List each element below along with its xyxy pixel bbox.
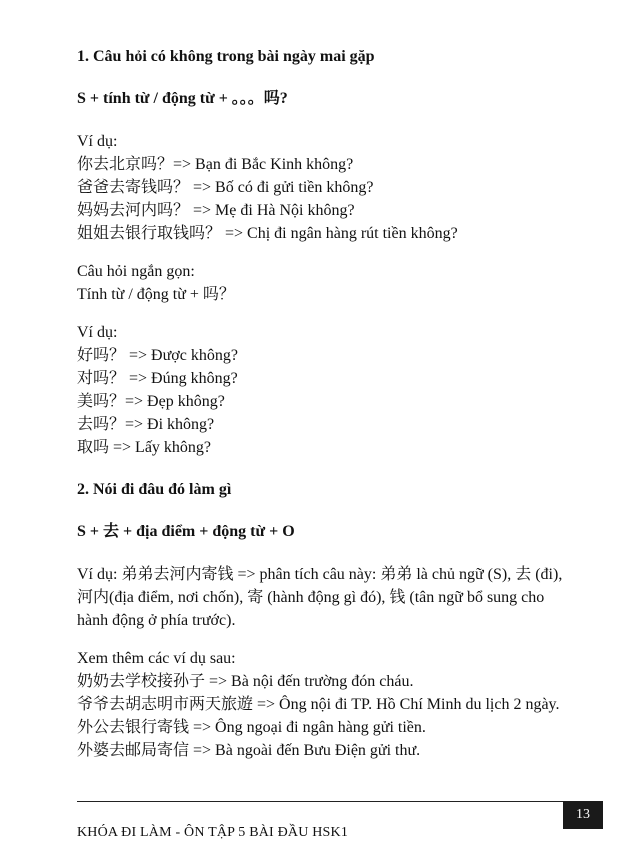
- short-example-line: 好吗？ => Được không?: [77, 347, 238, 364]
- short-example-line: 美吗？=> Đẹp không?: [77, 393, 225, 410]
- example-line: 姐姐去银行取钱吗？ => Chị đi ngân hàng rút tiền không?: [77, 225, 458, 242]
- footer-course-title: KHÓA ĐI LÀM - ÔN TẬP 5 BÀI ĐẦU HSK1: [77, 825, 349, 840]
- example-label: Ví dụ:: [77, 324, 118, 341]
- example-line: 你去北京吗？=> Bạn đi Bắc Kinh không?: [77, 156, 354, 173]
- section-2-heading: 2. Nói đi đâu đó làm gì: [77, 481, 232, 498]
- example-label: Ví dụ:: [77, 133, 118, 150]
- short-question-label: Câu hỏi ngắn gọn:: [77, 263, 195, 280]
- short-example-line: 去吗？=> Đi không?: [77, 416, 215, 433]
- short-example-line: 对吗？ => Đúng không?: [77, 370, 238, 387]
- example-line: 妈妈去河内吗？ => Mẹ đi Hà Nội không?: [77, 202, 355, 219]
- more-example-line: 奶奶去学校接孙子 => Bà nội đến trường đón cháu.: [77, 673, 414, 690]
- more-example-line: 外婆去邮局寄信 => Bà ngoài đến Bưu Điện gửi thư.: [77, 742, 421, 759]
- short-example-line: 取吗 => Lấy không?: [77, 439, 212, 456]
- section-1-heading: 1. Câu hỏi có không trong bài ngày mai gặp: [77, 48, 375, 65]
- example-line: 爸爸去寄钱吗？ => Bố có đi gửi tiền không?: [77, 179, 374, 196]
- section-1-formula: S + tính từ / động từ + 。。。吗?: [77, 90, 288, 107]
- more-examples-label: Xem thêm các ví dụ sau:: [77, 650, 236, 667]
- more-example-line: 外公去银行寄钱 => Ông ngoại đi ngân hàng gửi tiền.: [77, 719, 426, 736]
- page-content: [77, 46, 577, 762]
- more-example-line: 爷爷去胡志明市两天旅遊 => Ông nội đi TP. Hồ Chí Minh du lịch 2 ngày.: [77, 696, 560, 713]
- footer-divider: [77, 801, 563, 802]
- section-2-formula: S + 去 + địa điểm + động từ + O: [77, 523, 295, 540]
- page-number: 13: [563, 801, 603, 829]
- analysis-paragraph: Ví dụ: 弟弟去河内寄钱 => phân tích câu này: 弟弟 là chủ ngữ (S), 去 (đi), 河内(địa điểm, nơi chốn), 寄 (hành động gì đó), 钱 (tân ngữ bổ sung cho hành động ở phía trước).: [77, 566, 563, 629]
- short-question-formula: Tính từ / động từ + 吗？: [77, 286, 235, 303]
